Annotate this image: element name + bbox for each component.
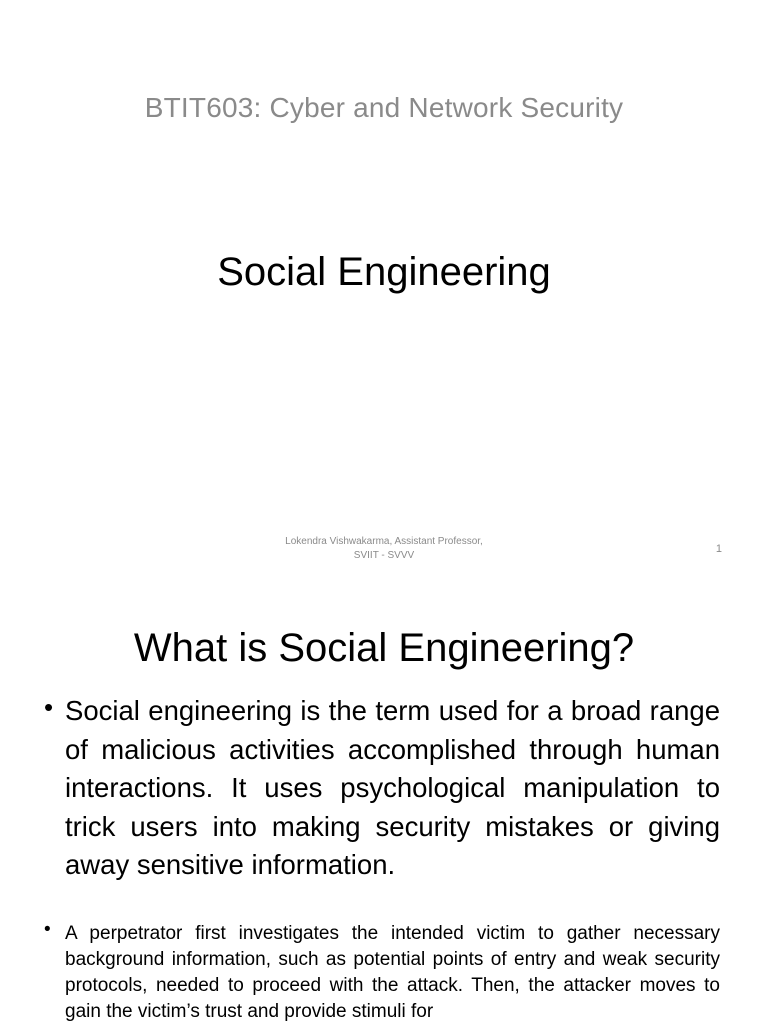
bullet-text: A perpetrator first investigates the intended victim to gather necessary background information, such as potential points of entry and weak security protocols, needed to proceed with the attack. Then, the attacker moves to gain the victim’s trust and provide stimuli for xyxy=(65,923,720,1022)
footer-institute: SVIIT - SVVV xyxy=(353,550,415,561)
slide-title: Social Engineering xyxy=(217,250,551,294)
bullet-icon: • xyxy=(44,919,51,940)
page-number: 1 xyxy=(715,543,722,555)
bullet-item xyxy=(44,692,720,885)
bullet-icon: • xyxy=(44,692,54,722)
bullet-item xyxy=(44,921,720,1024)
footer-author: Lokendra Vishwakarma, Assistant Professor, xyxy=(285,536,483,547)
slide-footer xyxy=(184,535,584,563)
slide-2 xyxy=(0,576,768,1024)
bullet-text: Social engineering is the term used for a broad range of malicious activities accomplished through human interactions. It uses psychological manipulation to trick users into making security mistakes or giving away sensitive information. xyxy=(65,695,720,880)
course-title: BTIT603: Cyber and Network Security xyxy=(144,92,624,123)
slide-title: What is Social Engineering? xyxy=(133,626,635,670)
